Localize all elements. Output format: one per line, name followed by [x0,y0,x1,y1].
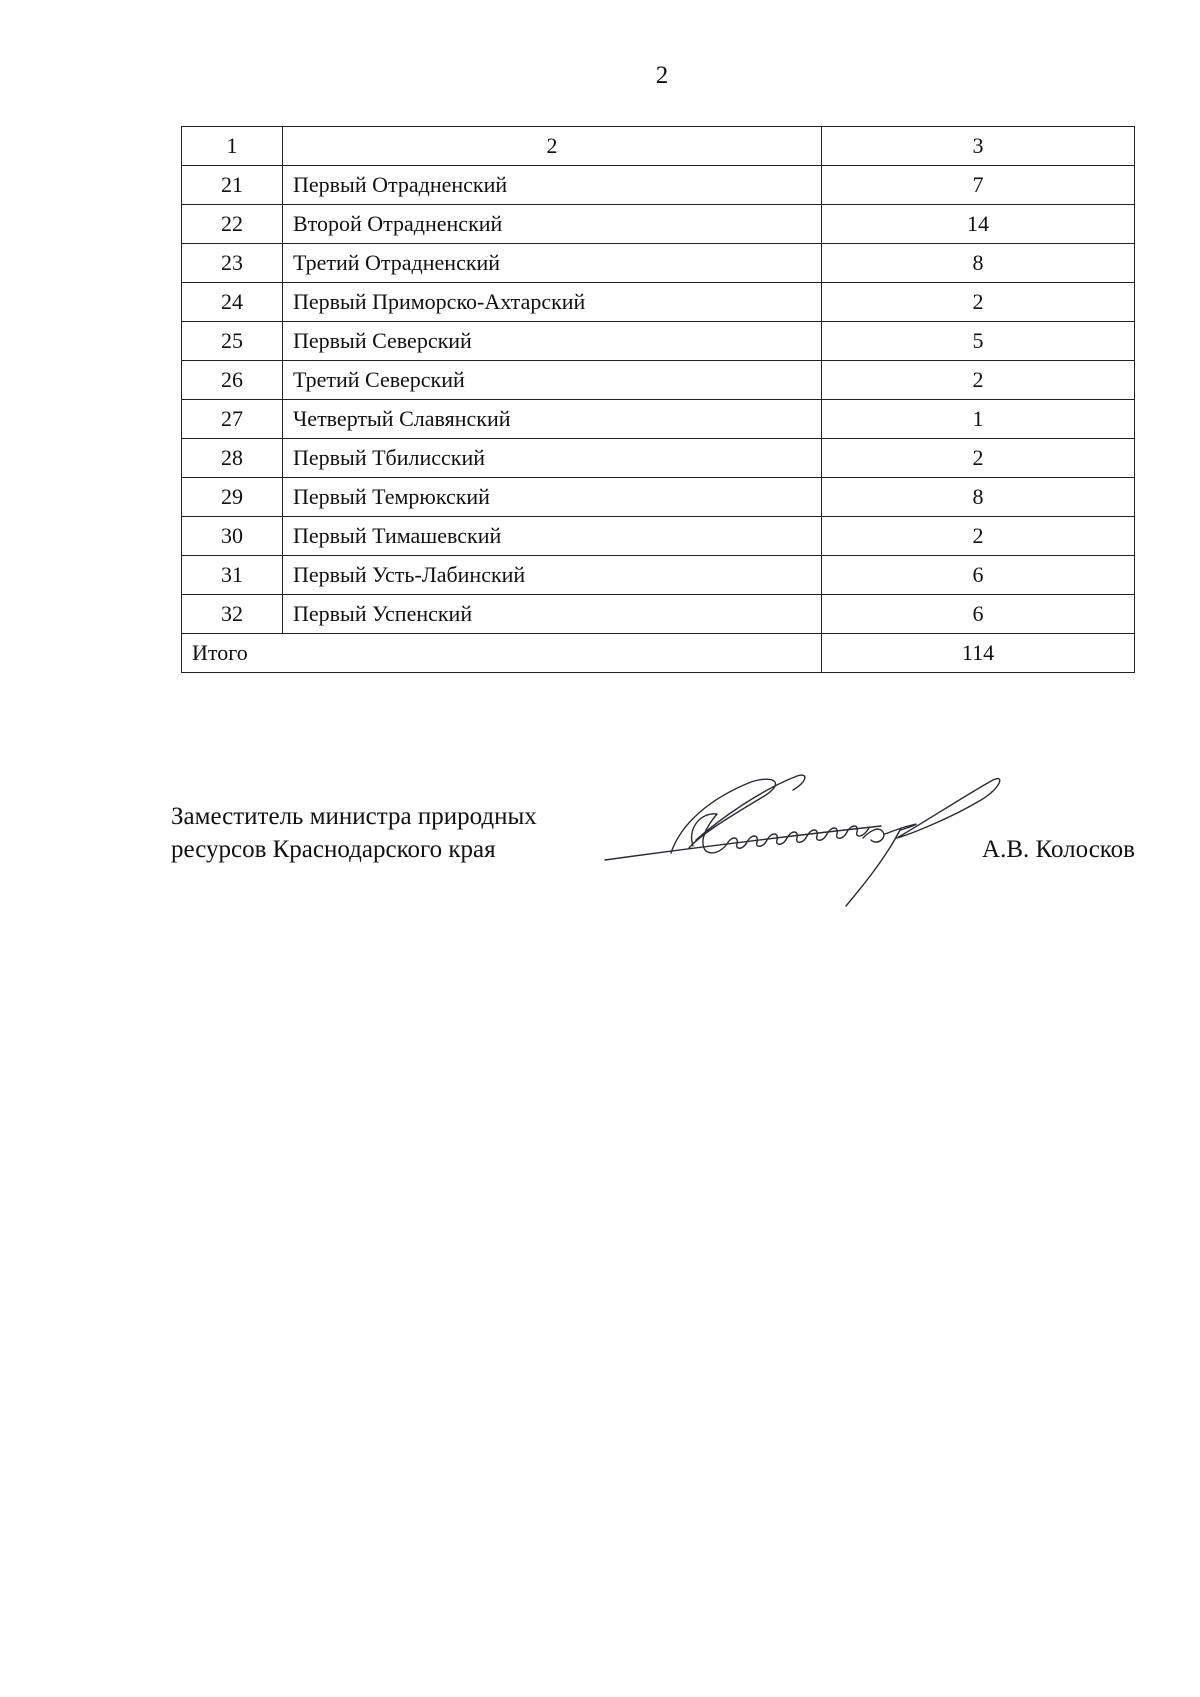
table-row [182,322,1135,361]
row-name: Третий Северский [283,361,822,400]
row-number: 21 [182,166,283,205]
row-value: 2 [822,283,1135,322]
row-value: 14 [822,205,1135,244]
row-value: 1 [822,400,1135,439]
total-value: 114 [822,634,1135,673]
row-name: Первый Успенский [283,595,822,634]
row-number: 29 [182,478,283,517]
table-row [182,478,1135,517]
row-number: 28 [182,439,283,478]
table-total-row [182,634,1135,673]
table-row [182,556,1135,595]
row-number: 24 [182,283,283,322]
row-value: 6 [822,556,1135,595]
row-name: Первый Приморско-Ахтарский [283,283,822,322]
row-name: Первый Тимашевский [283,517,822,556]
row-name: Первый Усть-Лабинский [283,556,822,595]
signatory-position [171,800,537,866]
row-value: 8 [822,244,1135,283]
table-row [182,166,1135,205]
table-row [182,205,1135,244]
signature-block [171,800,1135,920]
table-row [182,283,1135,322]
row-name: Второй Отрадненский [283,205,822,244]
row-name: Первый Отрадненский [283,166,822,205]
row-value: 2 [822,439,1135,478]
total-label: Итого [182,634,822,673]
table-row [182,400,1135,439]
row-value: 2 [822,517,1135,556]
table-row [182,361,1135,400]
row-name: Четвертый Славянский [283,400,822,439]
row-name: Первый Северский [283,322,822,361]
table-row [182,517,1135,556]
row-number: 25 [182,322,283,361]
table-header-cell: 3 [822,127,1135,166]
row-name: Третий Отрадненский [283,244,822,283]
signatory-name: А.В. Колосков [982,836,1135,863]
row-number: 23 [182,244,283,283]
signatory-position-line-2: ресурсов Краснодарского края [171,836,496,863]
row-number: 31 [182,556,283,595]
row-number: 27 [182,400,283,439]
row-number: 30 [182,517,283,556]
handwritten-signature [601,768,1021,918]
row-name: Первый Темрюкский [283,478,822,517]
table-row [182,439,1135,478]
table-row [182,244,1135,283]
row-number: 26 [182,361,283,400]
page-number: 2 [655,62,669,89]
row-value: 5 [822,322,1135,361]
table-header-cell: 1 [182,127,283,166]
row-value: 2 [822,361,1135,400]
row-number: 22 [182,205,283,244]
table-row [182,595,1135,634]
table-header-cell: 2 [283,127,822,166]
signatory-position-line-1: Заместитель министра природных [171,803,537,830]
data-table [181,126,1135,673]
row-name: Первый Тбилисский [283,439,822,478]
table-header-row [182,127,1135,166]
row-value: 8 [822,478,1135,517]
row-value: 6 [822,595,1135,634]
row-value: 7 [822,166,1135,205]
row-number: 32 [182,595,283,634]
